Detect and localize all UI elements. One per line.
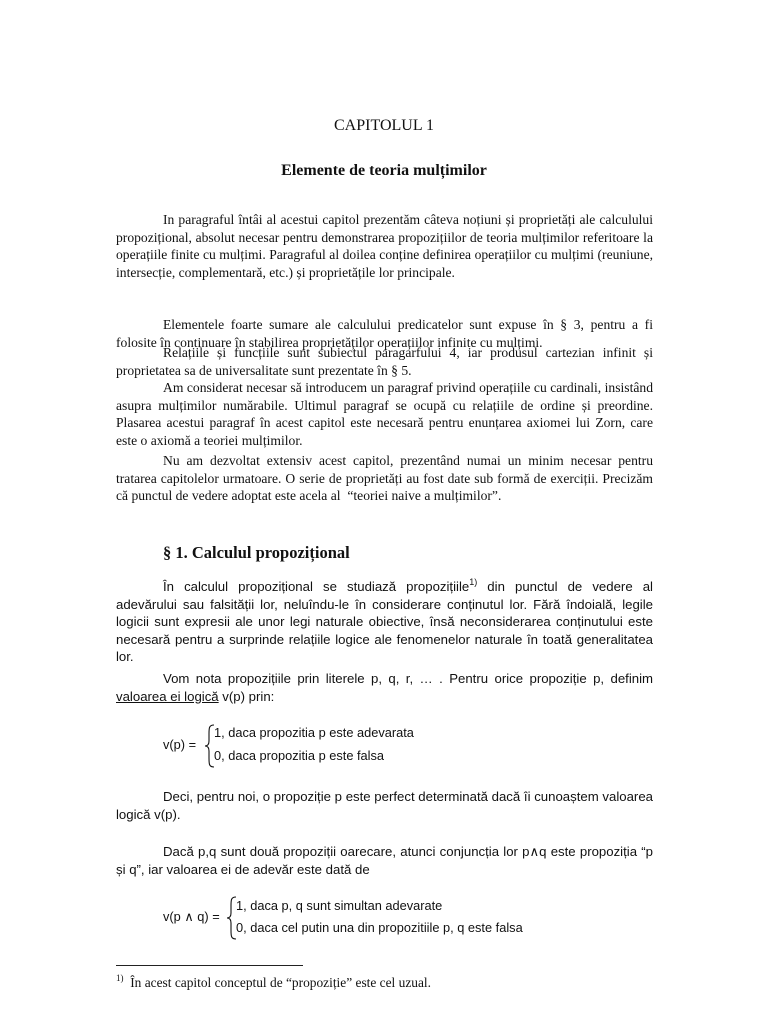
chapter-title: Elemente de teoria mulțimilor: [281, 162, 487, 179]
intro-paragraph: Nu am dezvoltat extensiv acest capitol, prezentând numai un minim necesar pentru tratarea capitolelor urmatoare. O serie de proprietăți au fost date sub formă de exerciții. Precizăm că punctul de vedere adoptat este acela al “teoriei naive a mulțimilor”.: [116, 453, 653, 503]
formula-case-false: 0, daca cel putin una din propozitiile p, q este falsa: [236, 920, 523, 935]
text-run: În calculul propozițional se studiază propozițiile: [163, 579, 470, 594]
section-paragraph: Dacă p,q sunt două propoziții oarecare, atunci conjuncția lor p∧q este propoziția “p și q”, iar valoarea ei de adevăr este dată de: [116, 844, 653, 877]
footnote-mark: 1): [116, 973, 124, 983]
footnote-divider: [116, 965, 303, 966]
footnote-ref: 1): [469, 577, 478, 587]
intro-paragraph: Am considerat necesar să introducem un paragraf privind operațiile cu cardinali, insistând asupra mulțimilor numărabile. Ultimul paragraf se ocupă cu relațiile de ordine și preordine. Plasarea acestui paragraf în acest capitol este necesară pentru enunțarea axiomei lui Zorn, care este o axiomă a teoriei mulțimilor.: [116, 380, 653, 448]
section-title: § 1. Calculul propozițional: [163, 543, 350, 562]
section-paragraph: Deci, pentru noi, o propoziție p este perfect determinată dacă îi cunoaștem valoarea logică v(p).: [116, 789, 653, 822]
formula-case-false: 0, daca propozitia p este falsa: [214, 748, 385, 763]
intro-paragraph: Relațiile și funcțiile sunt subiectul paragarfului 4, iar produsul cartezian infinit și proprietatea sa de universalitate sunt prezentate în § 5.: [116, 345, 653, 378]
formula-case-true: 1, daca p, q sunt simultan adevarate: [236, 898, 443, 913]
formula-label: v(p) =: [163, 737, 197, 752]
section-paragraph: [116, 670, 653, 705]
footnote: [116, 975, 431, 991]
text-run: Vom nota propozițiile prin literele p, q, r, … . Pentru orice propoziție p, definim: [163, 671, 653, 686]
text-run: v(p) prin:: [218, 688, 275, 704]
section-paragraph: [116, 578, 653, 666]
intro-paragraph: In paragraful întâi al acestui capitol prezentăm câteva noțiuni și proprietăți ale calculului propozițional, absolut necesar pentru demonstrarea propozițiilor de teoria mulțimilor referitoare la operațiile finite cu mulțimi. Paragraful al doilea conține definirea operațiilor cu mulțimi (reuniune, intersecție, complementară, etc.) și proprietățile lor principale.: [116, 212, 653, 280]
footnote-text: În acest capitol conceptul de “propoziție” este cel uzual.: [130, 975, 431, 990]
chapter-heading: CAPITOLUL 1: [334, 117, 434, 134]
underlined-term: valoarea ei logică: [116, 688, 219, 704]
formula-case-true: 1, daca propozitia p este adevarata: [214, 725, 414, 740]
formula-label: v(p ∧ q) =: [163, 909, 220, 924]
intro-paragraph: Elementele foarte sumare ale calculului predicatelor sunt expuse în § 3, pentru a fi folosite în continuare în stabilirea proprietăților operațiilor infinite cu mulțimi.: [116, 317, 653, 350]
text-run: din punctul de vedere al adevărului sau falsității lor, neluîndu-le în considerare conținutul lor. Fără îndoială, legile logicii sunt expresii ale unor legi naturale obiective, însă neconsiderarea conținutului este necesară pentru a surprinde relațiile logice ale fenomenelor naturale în toată generalitatea lor.: [116, 579, 653, 664]
